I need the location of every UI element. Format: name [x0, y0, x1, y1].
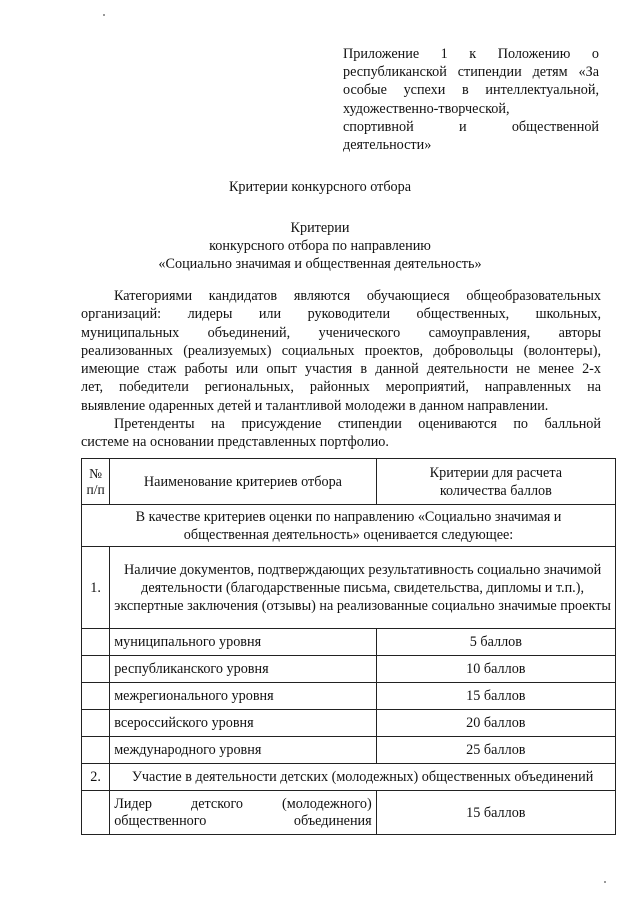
level-name: республиканского уровня	[110, 656, 376, 683]
row-number: 2.	[82, 764, 110, 791]
scan-speck	[604, 881, 606, 883]
level-name-line: общественного объединения	[114, 812, 372, 829]
table-row	[82, 656, 616, 683]
paragraph-line: организаций: лидеры или руководители общественных, школьных,	[81, 306, 601, 323]
level-score: 15 баллов	[376, 791, 615, 835]
level-score: 20 баллов	[376, 710, 615, 737]
level-name-line: Лидер детского (молодежного)	[114, 795, 372, 812]
level-score: 10 баллов	[376, 656, 615, 683]
table-row	[82, 683, 616, 710]
row-number	[82, 683, 110, 710]
header-criterion-name: Наименование критериев отбора	[110, 459, 376, 505]
header-score-line: количества баллов	[439, 482, 552, 499]
table-row	[82, 710, 616, 737]
annex-line: особые успехи в интеллектуальной,	[343, 82, 599, 99]
annex-line: республиканской стипендии детям «За	[343, 64, 599, 81]
header-score	[376, 459, 615, 505]
level-name: межрегионального уровня	[110, 683, 376, 710]
header-number-line: п/п	[86, 481, 105, 497]
criterion-text: Участие в деятельности детских (молодежных) общественных объединений	[110, 764, 616, 791]
level-score: 5 баллов	[376, 629, 615, 656]
table-row	[82, 737, 616, 764]
annex-line: деятельности»	[343, 137, 432, 154]
table-intro-line: общественная деятельность» оценивается следующее:	[183, 526, 514, 543]
paragraph-line: Претенденты на присуждение стипендии оцениваются по балльной	[114, 416, 601, 432]
paragraph-line: имеющие стаж работы или опыт участия в данной деятельности не менее 2-х	[81, 361, 601, 378]
table-intro-row	[82, 505, 616, 547]
paragraph-line: муниципальных объединений, ученического самоуправления, авторы	[81, 324, 601, 341]
level-score: 15 баллов	[376, 683, 615, 710]
table-intro	[82, 505, 616, 547]
paragraph-line: системе на основании представленных портфолио.	[81, 434, 389, 451]
criteria-title	[0, 219, 640, 274]
level-name	[110, 791, 376, 835]
table-row	[82, 764, 616, 791]
header-score-line: Критерии для расчета	[429, 464, 563, 481]
table-row	[82, 791, 616, 835]
criteria-title-line: Критерии	[290, 220, 350, 236]
criteria-title-line: «Социально значимая и общественная деятельность»	[158, 256, 482, 273]
level-name: международного уровня	[110, 737, 376, 764]
level-score: 25 баллов	[376, 737, 615, 764]
paragraph-line: лет, победители региональных, районных мероприятий, направленных на	[81, 379, 601, 396]
header-number	[82, 459, 110, 505]
criteria-title-line: конкурсного отбора по направлению	[209, 238, 431, 255]
table-header-row	[82, 459, 616, 505]
criterion-text: Наличие документов, подтверждающих результативность социально значимой деятельности (благодарственные письма, свидетельства, дипломы и т.п.), экспертные заключения (отзывы) на реализованные социально значимые проекты	[110, 547, 616, 629]
row-number	[82, 791, 110, 835]
paragraph-line: Категориями кандидатов являются обучающиеся общеобразовательных	[114, 288, 601, 304]
table-intro-line: В качестве критериев оценки по направлению «Социально значимая и	[135, 508, 562, 525]
table-row	[82, 547, 616, 629]
paragraph-line: выявление одаренных детей и талантливой молодежи в данном направлении.	[81, 397, 549, 414]
row-number	[82, 629, 110, 656]
header-number-line: №	[89, 465, 103, 481]
section-title: Критерии конкурсного отбора	[228, 179, 412, 195]
annex-line: художественно-творческой,	[343, 100, 510, 117]
paragraph-line: реализованных (реализуемых) социальных проектов, добровольцы (волонтеры),	[81, 342, 601, 359]
annex-line: спортивной и общественной	[343, 118, 599, 135]
annex-note	[343, 45, 599, 154]
scan-speck	[103, 14, 105, 16]
candidates-paragraph	[81, 287, 601, 415]
table-row	[82, 629, 616, 656]
level-name: всероссийского уровня	[110, 710, 376, 737]
annex-line: Приложение 1 к Положению о	[343, 46, 599, 62]
row-number: 1.	[82, 547, 110, 629]
level-name: муниципального уровня	[110, 629, 376, 656]
assessment-paragraph	[81, 415, 601, 452]
row-number	[82, 710, 110, 737]
row-number	[82, 737, 110, 764]
criteria-table	[81, 458, 616, 835]
row-number	[82, 656, 110, 683]
